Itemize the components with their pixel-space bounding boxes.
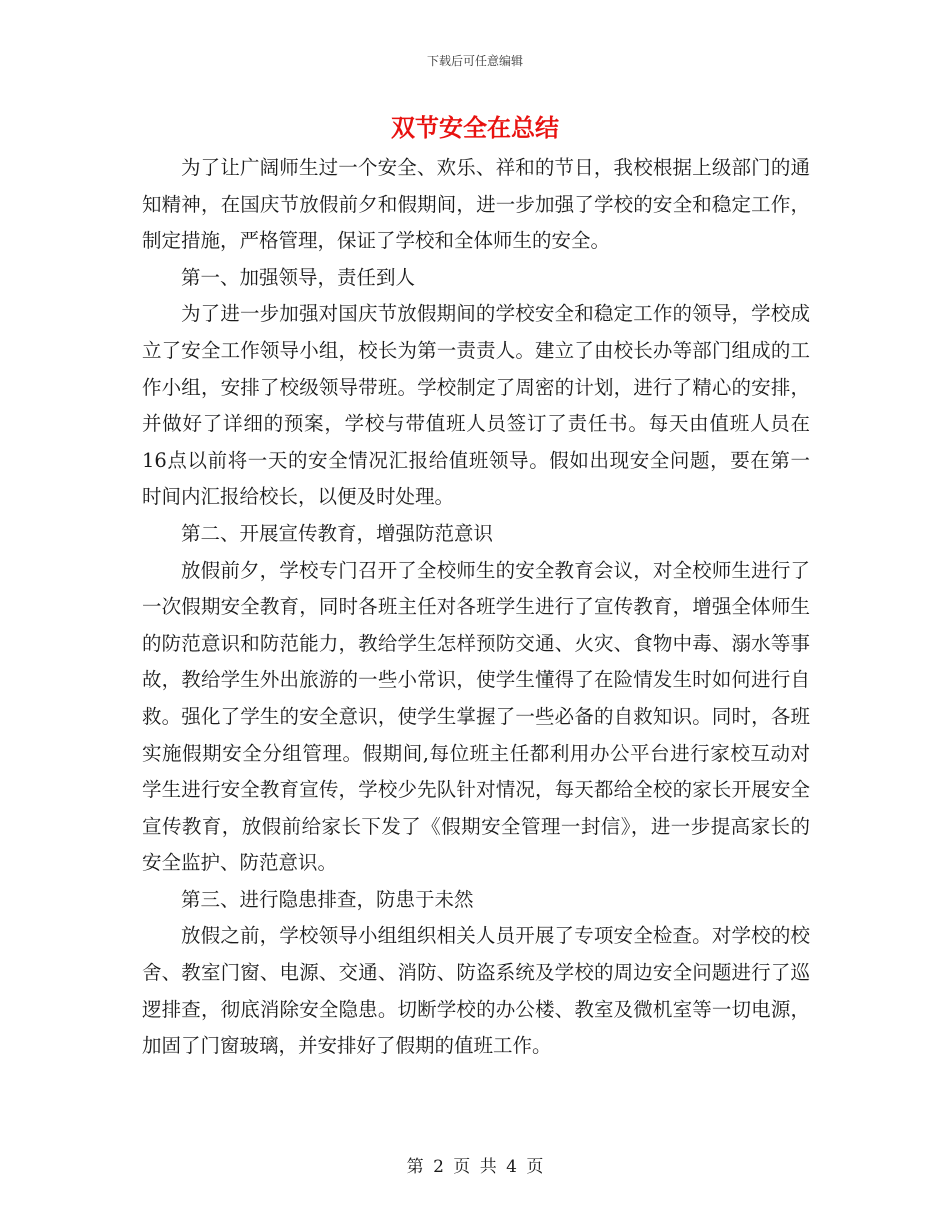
section-heading-2: 第二、开展宣传教育，增强防范意识 <box>181 521 494 545</box>
section-heading-1: 第一、加强领导，责任到人 <box>181 265 416 289</box>
section-paragraph-1: 为了进一步加强对国庆节放假期间的学校安全和稳定工作的领导，学校成立了安全工作领导小组，校长为第一责责人。建立了由校长办等部门组成的工作小组，安排了校级领导带班。学校制定了周密的计划，进行了精心的安排，并做好了详细的预案，学校与带值班人员签订了责任书。每天由值班人员在16点以前将一天的安全情况汇报给值班领导。假如出现安全问题，要在第一时间内汇报给校长，以便及时处理。 <box>142 302 810 509</box>
document-title: 双节安全在总结 <box>391 113 559 142</box>
page-footer: 第 2 页 共 4 页 <box>406 1157 544 1177</box>
section-paragraph-2: 放假前夕，学校专门召开了全校师生的安全教育会议，对全校师生进行了一次假期安全教育，同时各班主任对各班学生进行了宣传教育，增强全体师生的防范意识和防范能力，教给学生怎样预防交通、火灾、食物中毒、溺水等事故，教给学生外出旅游的一些小常识，使学生懂得了在险情发生时如何进行自救。强化了学生的安全意识，使学生掌握了一些必备的自救知识。同时，各班实施假期安全分组管理。假期间,每位班主任都利用办公平台进行家校互动对学生进行安全教育宣传，学校少先队针对情况，每天都给全校的家长开展安全宣传教育，放假前给家长下发了《假期安全管理一封信》，进一步提高家长的安全监护、防范意识。 <box>142 558 810 875</box>
section-heading-3: 第三、进行隐患排查，防患于未然 <box>181 887 474 911</box>
intro-paragraph: 为了让广阔师生过一个安全、欢乐、祥和的节日，我校根据上级部门的通知精神，在国庆节放假前夕和假期间，进一步加强了学校的安全和稳定工作，制定措施，严格管理，保证了学校和全体师生的安全。 <box>142 156 810 253</box>
header-note: 下载后可任意编辑 <box>426 54 523 68</box>
document-body <box>142 150 810 1065</box>
section-paragraph-3: 放假之前，学校领导小组组织相关人员开展了专项安全检查。对学校的校舍、教室门窗、电源、交通、消防、防盗系统及学校的周边安全问题进行了巡逻排查，彻底消除安全隐患。切断学校的办公楼、教室及微机室等一切电源，加固了门窗玻璃，并安排好了假期的值班工作。 <box>142 924 810 1058</box>
